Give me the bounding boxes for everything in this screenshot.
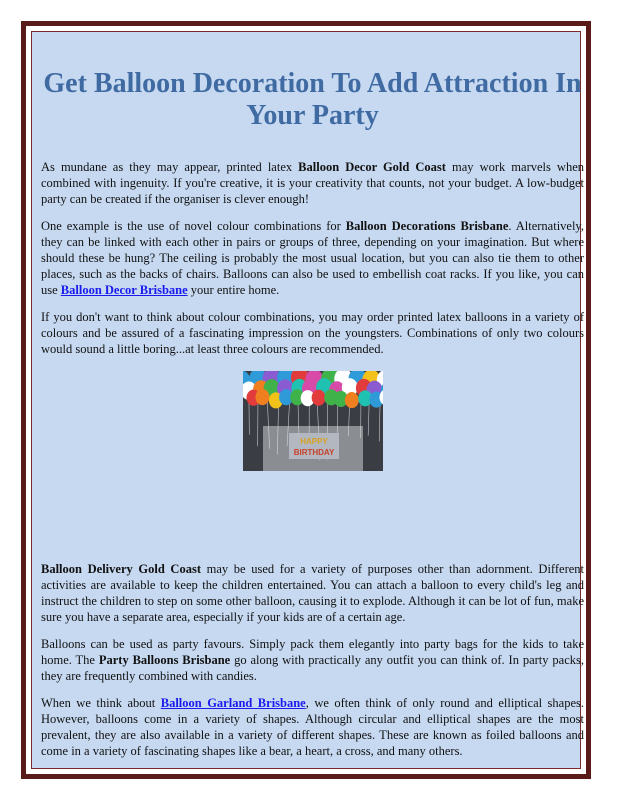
paragraph-text: may work marvels when combined with ingenuity. If you're creative, it is your creativity that counts, not your budget. A low-budget party can be created if the organiser is clever enough! (41, 160, 584, 206)
balloon-ceiling-photo (243, 371, 383, 471)
keyword-party-balloons-brisbane: Party Balloons Brisbane (98, 653, 231, 667)
paragraph-text: One example is the use of novel colour combinations for (41, 219, 346, 233)
balloon (344, 392, 358, 408)
link-balloon-decor-brisbane[interactable]: Balloon Decor Brisbane (60, 283, 188, 297)
article (41, 68, 584, 770)
paragraph-text: Balloons can be used as party favours. Simply pack them elegantly into party bags for the kids to take home. The (41, 637, 584, 667)
photo-container (41, 371, 584, 471)
paragraph-text: If you don't want to think about colour combinations, you may order printed latex balloons in a variety of colours and be assured of a fascinating impression on the youngsters. Combinations of only two colours would sound a little boring...at least three colours are recommended. (41, 310, 584, 356)
paragraph-4 (41, 561, 584, 625)
birthday-banner (289, 433, 339, 459)
page-border (21, 21, 591, 779)
keyword-balloon-decor-gold-coast: Balloon Decor Gold Coast (298, 160, 446, 174)
link-balloon-garland-brisbane[interactable]: Balloon Garland Brisbane (160, 696, 306, 710)
paragraph-text: may be used for a variety of purposes other than adornment. Different activities are available to keep the children entertained. You can attach a balloon to every child's leg and instruct the children to step on some other balloon, causing it to explode. Although it can be lot of fun, make sure you have a separate area, especially if your kids are of a certain age. (41, 562, 585, 624)
keyword-balloon-decorations-brisbane: Balloon Decorations Brisbane (345, 219, 509, 233)
paragraph-3 (41, 309, 584, 357)
paragraph-5 (41, 636, 584, 684)
paragraph-text: your entire home. (187, 283, 280, 297)
paragraph-1 (41, 159, 584, 207)
paragraph-text: As mundane as they may appear, printed latex (41, 160, 299, 174)
paragraph-text: . Alternatively, they can be linked with each other in pairs or groups of three, depending on your imagination. But where should these be hung? The ceiling is probably the most usual location, but you can also tie them to other places, such as the backs of chairs. Balloons can also be used to embellish coat racks. If you like, you can use (41, 219, 584, 297)
paragraph-text: go along with practically any outfit you can think of. In party packs, they are frequently combined with candies. (41, 653, 584, 683)
page-title: Get Balloon Decoration To Add Attraction In Your Party (43, 68, 582, 131)
paragraph-text: When we think about (41, 696, 161, 710)
paragraph-6 (41, 695, 584, 759)
banner-birthday: BIRTHDAY (293, 448, 334, 457)
paragraph-text: , we often think of only round and elliptical shapes. However, balloons come in a variety of shapes. Although circular and elliptical shapes are the most prevalent, they are also available in a variety of different shapes. These are known as foiled balloons and come in a variety of fascinating shapes like a bear, a heart, a cross, and many others. (41, 696, 585, 758)
paragraph-2 (41, 218, 584, 298)
balloon (311, 390, 325, 406)
banner-happy: HAPPY (299, 437, 328, 446)
balloon-photo-graphic (243, 371, 383, 471)
balloon (255, 389, 269, 405)
page-panel (31, 31, 585, 769)
keyword-balloon-delivery-gold-coast: Balloon Delivery Gold Coast (41, 562, 201, 576)
